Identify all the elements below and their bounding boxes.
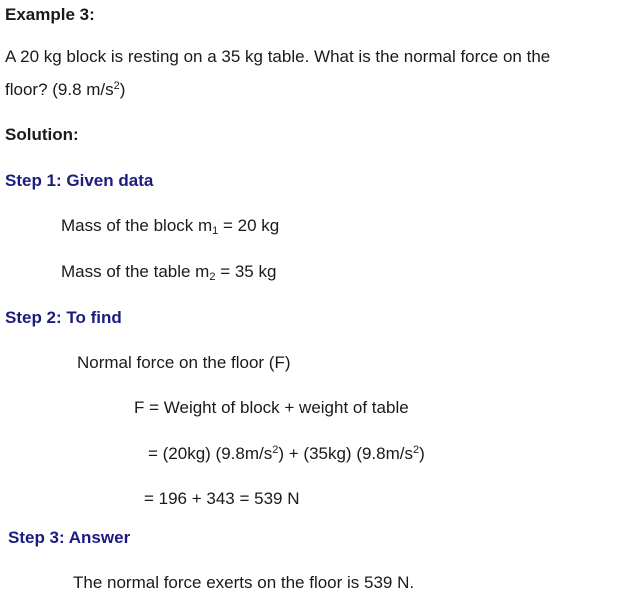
mass-table-sub: 2 [209,271,216,283]
equation-1: F = Weight of block + weight of table [134,398,409,417]
mass-block-sub: 1 [212,225,219,237]
equation-2-part-c: ) [419,444,425,463]
equation-2 [148,443,425,465]
find-line: Normal force on the floor (F) [77,353,291,372]
equation-2-part-b: ) + (35kg) (9.8m/s [278,444,413,463]
answer-line: The normal force exerts on the floor is 539 N. [73,573,415,592]
mass-block-text: Mass of the block m [61,216,213,235]
step2-heading: Step 2: To find [5,308,122,327]
problem-line-1: A 20 kg block is resting on a 35 kg table. What is the normal force on the [5,47,551,66]
mass-table-line [61,261,276,283]
problem-line-2-sup: 2 [113,80,120,92]
problem-line-2-text: floor? (9.8 m/s [5,80,114,99]
step1-heading: Step 1: Given data [5,171,154,190]
step3-heading: Step 3: Answer [8,528,131,547]
mass-block-line [61,215,279,237]
problem-line-2-end: ) [119,80,126,99]
equation-2-part-a: = (20kg) (9.8m/s [148,444,273,463]
equation-3: = 196 + 343 = 539 N [144,489,300,508]
equation-2-sup-2: 2 [413,444,420,456]
example-title: Example 3: [5,5,95,24]
mass-table-text: Mass of the table m [61,262,210,281]
problem-line-2 [5,79,125,101]
mass-block-value: = 20 kg [218,216,280,235]
mass-table-value: = 35 kg [215,262,277,281]
equation-2-sup-1: 2 [272,444,279,456]
solution-label: Solution: [5,125,79,144]
